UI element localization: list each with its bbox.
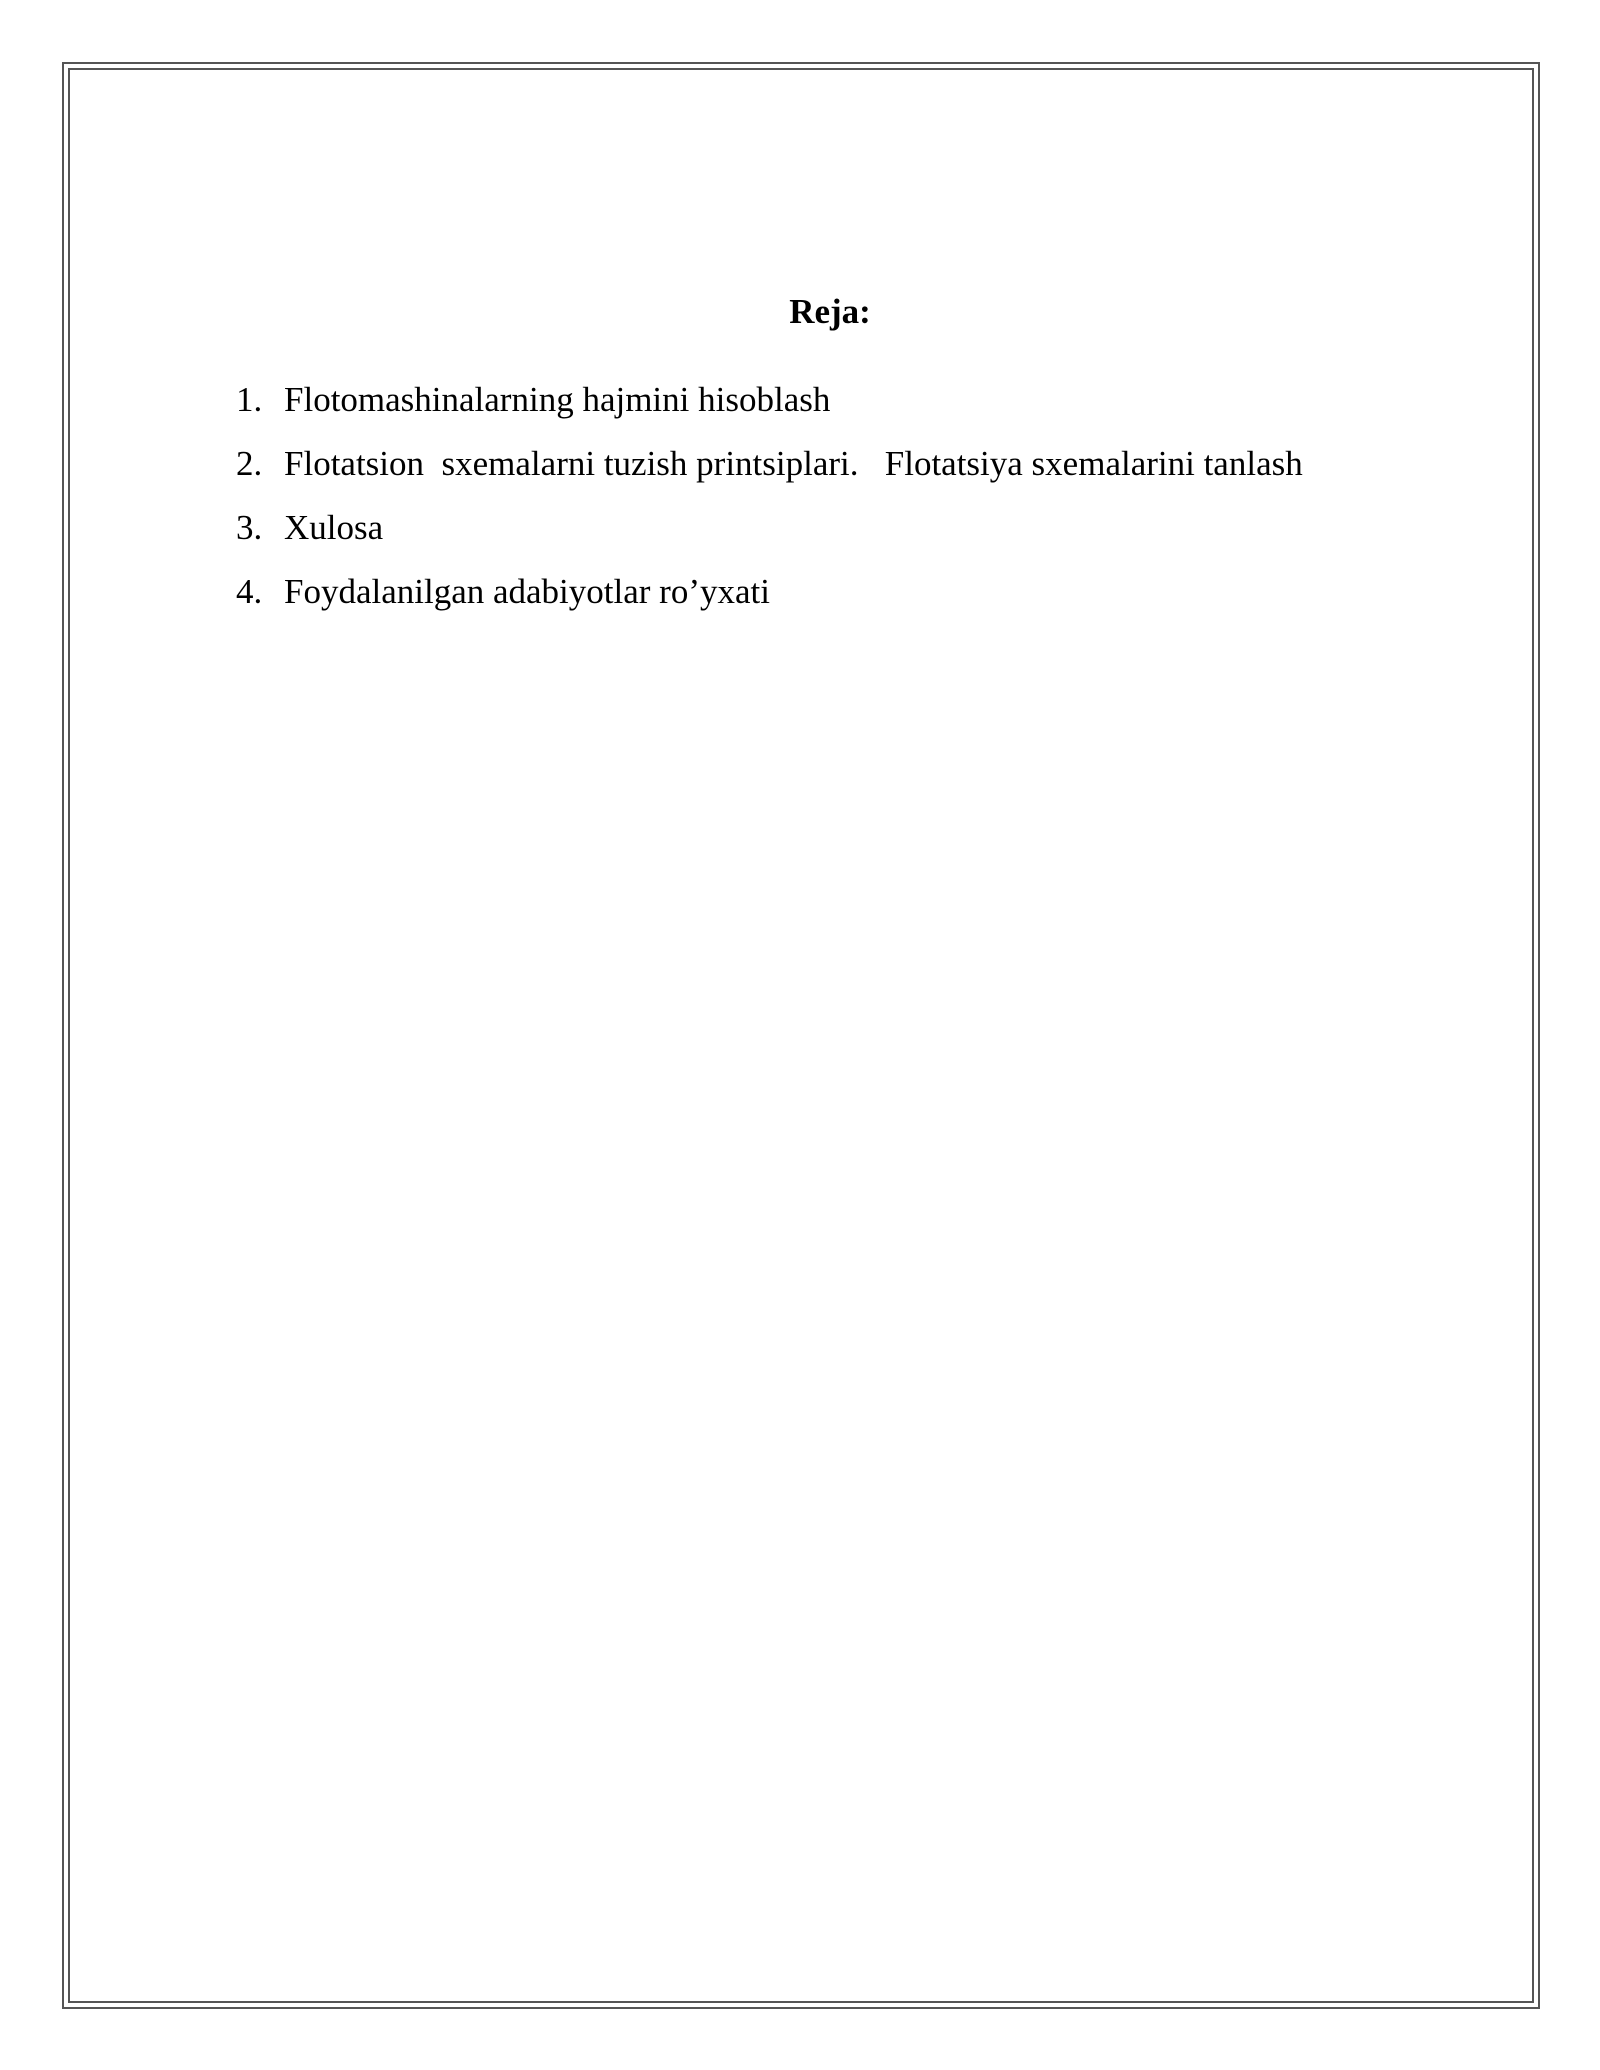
- plan-item: [236, 508, 1303, 572]
- plan-item: [236, 380, 1303, 444]
- plan-item-text: Flotatsion sxemalarni tuzish printsiplari. Flotatsiya sxemalarini tanlash: [284, 444, 1303, 483]
- plan-item-number: 4.: [236, 572, 263, 611]
- plan-item-number: 3.: [236, 508, 263, 547]
- plan-item: [236, 444, 1303, 508]
- page-border: [62, 62, 1540, 2009]
- plan-item-number: 1.: [236, 380, 263, 419]
- plan-item-text: Xulosa: [284, 508, 384, 547]
- plan-item-text: Flotomashinalarning hajmini hisoblash: [284, 380, 831, 419]
- page-title: Reja:: [789, 292, 871, 331]
- plan-item-number: 2.: [236, 444, 263, 483]
- plan-item: [236, 572, 1303, 636]
- plan-item-text: Foydalanilgan adabiyotlar ro’yxati: [284, 572, 770, 611]
- page-border-inner: [68, 68, 1534, 2003]
- plan-list: [236, 380, 1303, 636]
